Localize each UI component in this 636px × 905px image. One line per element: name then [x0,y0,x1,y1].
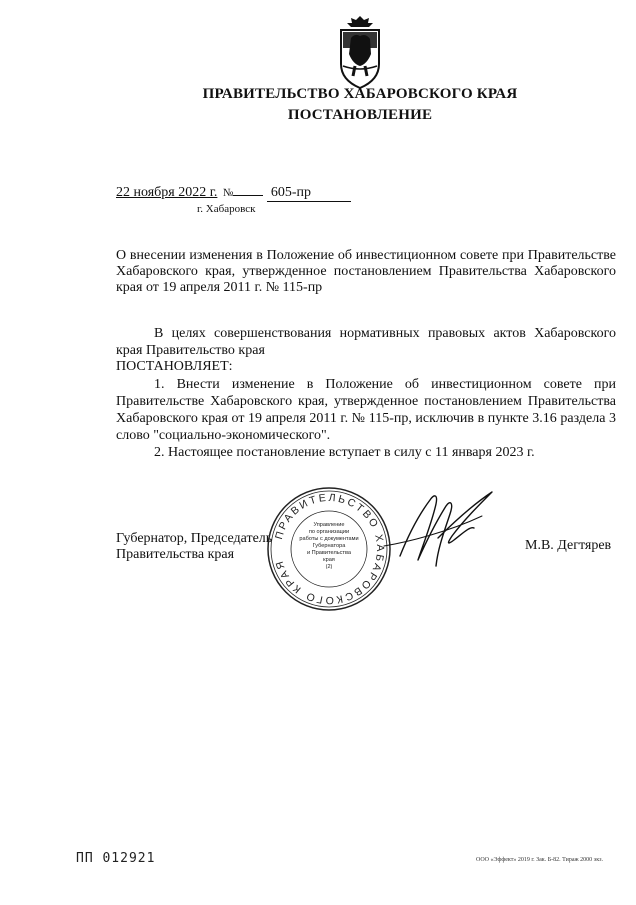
document-number: 605-пр [267,185,351,202]
decree-heading: ПОСТАНОВЛЯЕТ: [116,359,233,374]
decree-item-1: 1. Внести изменение в Положение об инвестиционном совете при Правительстве Хабаровского края, утвержденное постановлением Правительства Хабаровского края от 19 апреля 2011 г. № 115-пр, исключив в пункте 3.16 раздела 3 слово "социально-экономического". [116,377,616,443]
document-date: 22 ноября 2022 г. [116,185,218,200]
document-subject: О внесении изменения в Положение об инвестиционном совете при Правительстве Хабаровского края, утвержденное постановлением Правительства Хабаровского края от 19 апреля 2011 г. № 115-пр [116,248,616,295]
signatory-title-line-2: Правительства края [116,547,235,562]
stamp-line-2: по организации [308,529,350,535]
government-title: ПРАВИТЕЛЬСТВО ХАБАРОВСКОГО КРАЯ [202,86,518,102]
official-stamp [266,486,392,612]
document-type-title: ПОСТАНОВЛЕНИЕ [287,107,433,123]
coat-of-arms-emblem [333,14,387,90]
stamp-line-3: работы с документами [299,536,359,542]
handwritten-signature [378,486,498,572]
stamp-line-6: края [323,557,335,563]
date-number-line [116,185,351,202]
decree-item-2: 2. Настоящее постановление вступает в силу с 11 января 2023 г. [154,445,535,460]
stamp-ring-text: ПРАВИТЕЛЬСТВО ХАБАРОВСКОГО КРАЯ [272,491,387,607]
stamp-line-4: Губернатора [312,543,346,549]
signatory-title-line-1: Губернатор, Председатель [116,531,273,546]
document-city: г. Хабаровск [197,203,256,215]
stamp-line-7: (2) [325,564,333,570]
number-label: № [222,187,234,199]
signatory-title [116,531,272,563]
printer-imprint: ООО «Эффект» 2019 г. Зак. Б-82. Тираж 2000 экз. [476,857,603,863]
form-serial-number: ПП 012921 [76,851,156,866]
stamp-line-5: и Правительства [307,550,351,556]
stamp-line-1: Управление [313,522,345,528]
preamble-paragraph: В целях совершенствования нормативных правовых актов Хабаровского края Правительство края [116,326,616,358]
signatory-name: М.В. Дегтярев [525,538,612,553]
